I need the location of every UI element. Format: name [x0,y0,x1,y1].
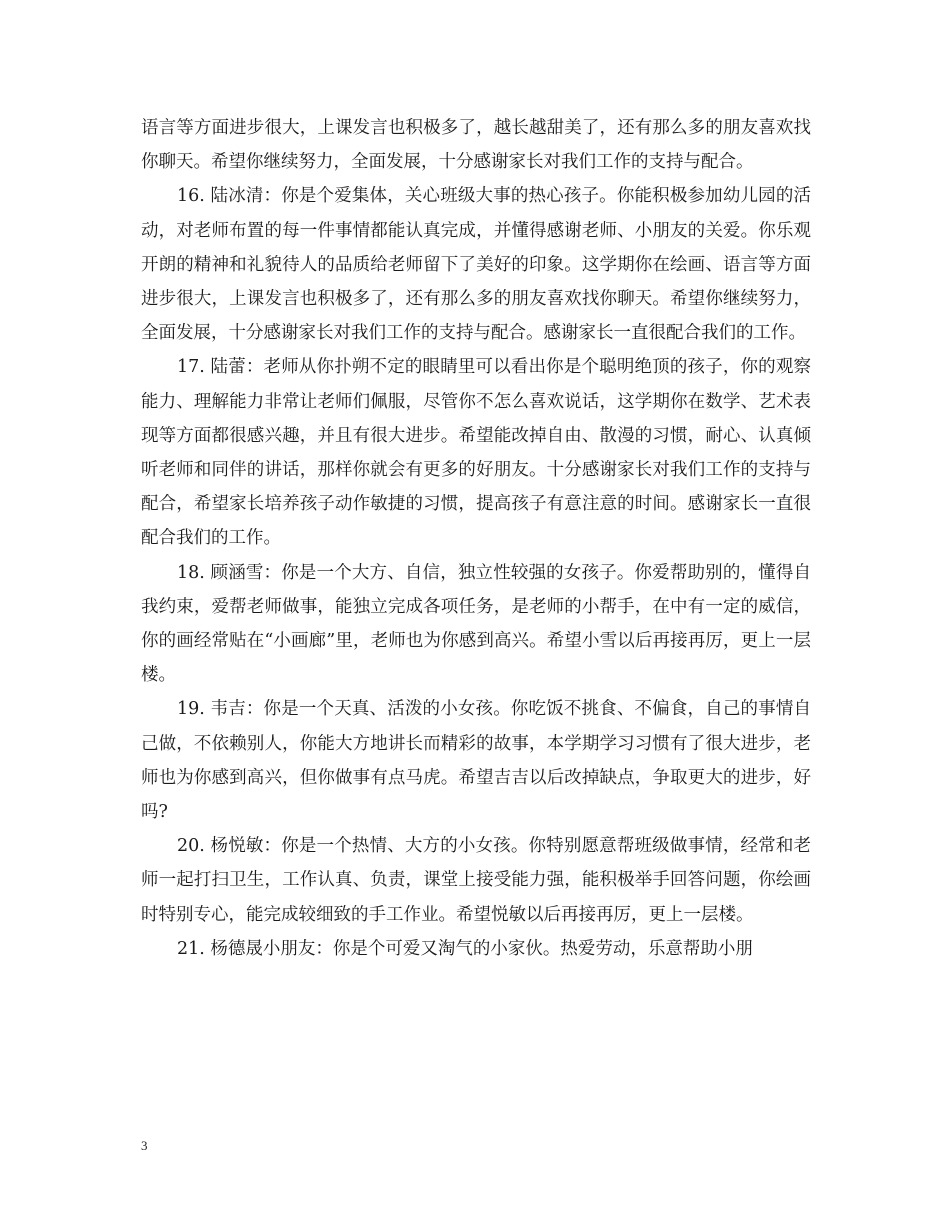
paragraph-comment-17: 17. 陆蕾：老师从你扑朔不定的眼睛里可以看出你是个聪明绝顶的孩子，你的观察能力、理解能力非常让老师们佩服，尽管你不怎么喜欢说话，这学期你在数学、艺术表现等方面都很感兴趣，并且有很大进步。希望能改掉自由、散漫的习惯，耐心、认真倾听老师和同伴的讲话，那样你就会有更多的好朋友。十分感谢家长对我们工作的支持与配合，希望家长培养孩子动作敏捷的习惯，提高孩子有意注意的时间。感谢家长一直很配合我们的工作。 [141,357,811,549]
paragraph-comment-19: 19. 韦吉：你是一个天真、活泼的小女孩。你吃饭不挑食、不偏食，自己的事情自己做，不依赖别人，你能大方地讲长而精彩的故事，本学期学习习惯有了很大进步，老师也为你感到高兴，但你做事有点马虎。希望吉吉以后改掉缺点，争取更大的进步，好吗? [141,699,811,823]
page-number: 3 [141,1138,148,1153]
paragraph-comment-20: 20. 杨悦敏：你是一个热情、大方的小女孩。你特别愿意帮班级做事情，经常和老师一起打扫卫生，工作认真、负责，课堂上接受能力强，能积极举手回答问题，你绘画时特别专心，能完成较细致的手工作业。希望悦敏以后再接再厉，更上一层楼。 [141,836,811,925]
paragraph-comment-21: 21. 杨德晟小朋友：你是个可爱又淘气的小家伙。热爱劳动，乐意帮助小朋 [177,938,753,959]
document-body [141,111,811,966]
paragraph-comment-18: 18. 顾涵雪：你是一个大方、自信，独立性较强的女孩子。你爱帮助别的，懂得自我约束，爱帮老师做事，能独立完成各项任务，是老师的小帮手，在中有一定的威信，你的画经常贴在“小画廊”里，老师也为你感到高兴。希望小雪以后再接再厉，更上一层楼。 [141,562,811,686]
paragraph-continued: 语言等方面进步很大，上课发言也积极多了，越长越甜美了，还有那么多的朋友喜欢找你聊天。希望你继续努力，全面发展，十分感谢家长对我们工作的支持与配合。 [141,118,811,173]
paragraph-comment-16: 16. 陆冰清：你是个爱集体，关心班级大事的热心孩子。你能积极参加幼儿园的活动，对老师布置的每一件事情都能认真完成，并懂得感谢老师、小朋友的关爱。你乐观开朗的精神和礼貌待人的品质给老师留下了美好的印象。这学期你在绘画、语言等方面进步很大，上课发言也积极多了，还有那么多的朋友喜欢找你聊天。希望你继续努力，全面发展，十分感谢家长对我们工作的支持与配合。感谢家长一直很配合我们的工作。 [141,186,811,344]
